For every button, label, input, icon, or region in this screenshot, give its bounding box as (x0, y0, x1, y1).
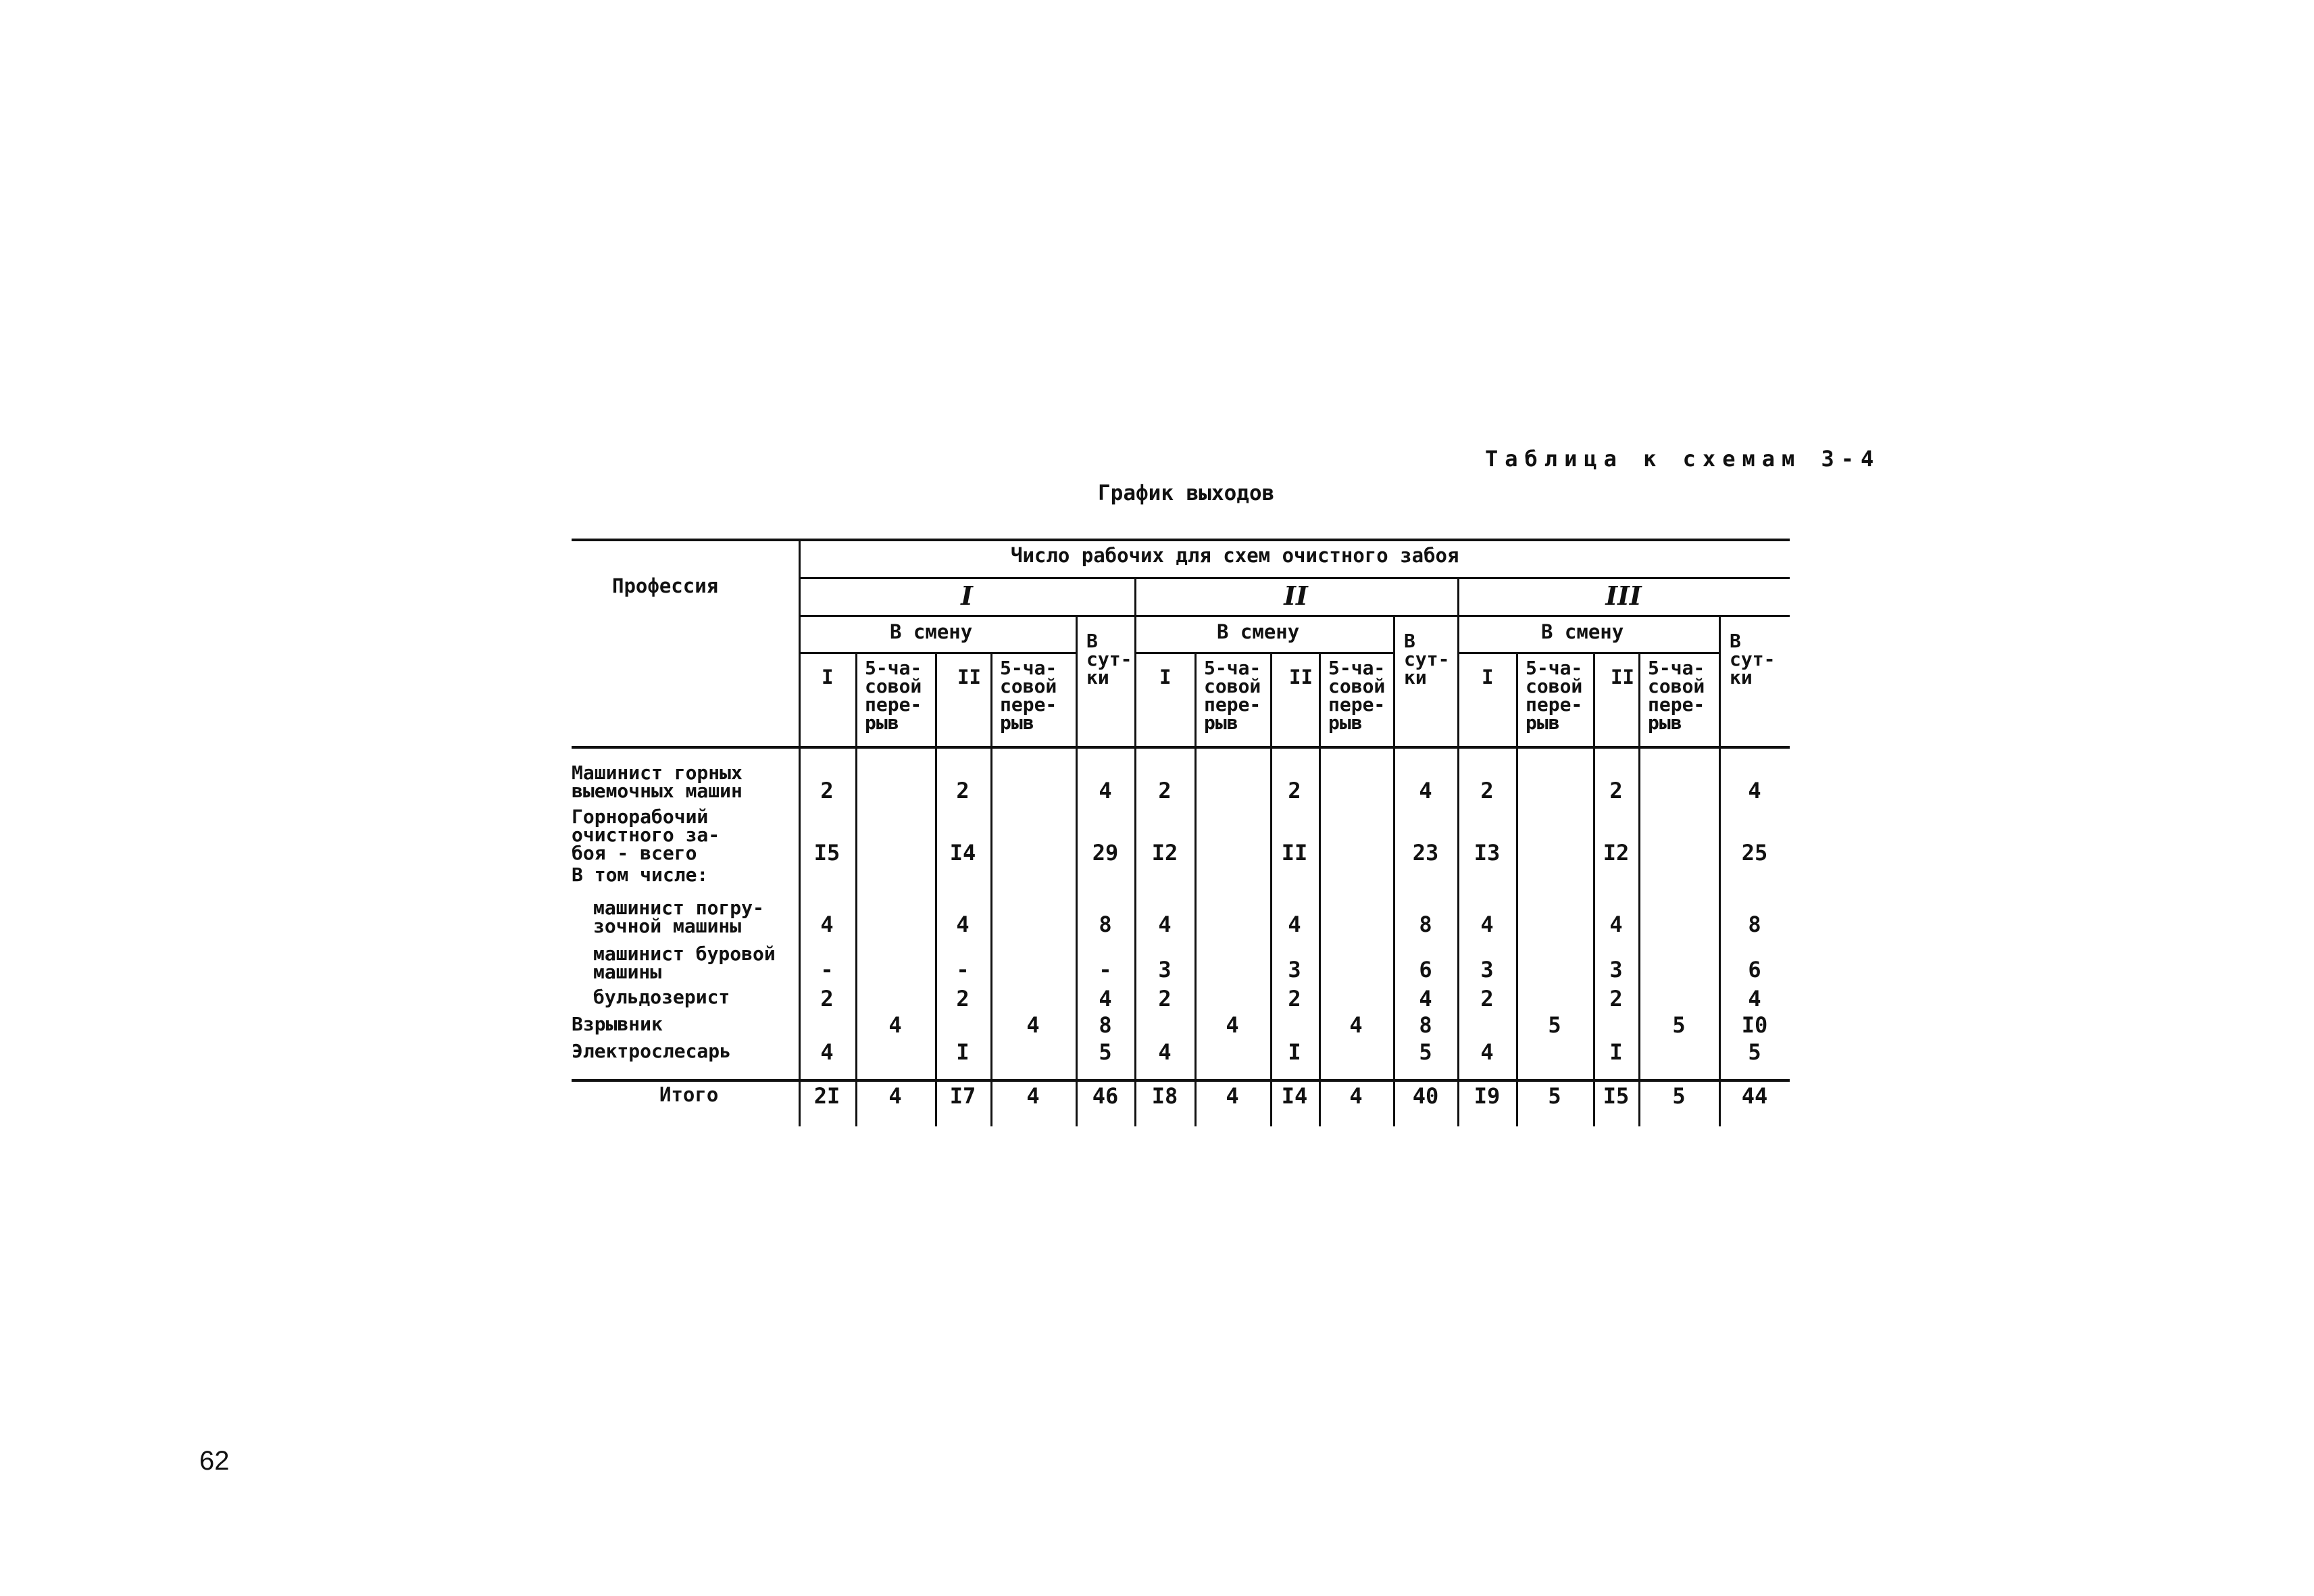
row-2-value-5: 29 (1092, 840, 1119, 866)
scheme-3: III (1605, 580, 1642, 611)
row-8-value-15: 5 (1748, 1039, 1761, 1065)
row-5-value-13: 3 (1609, 957, 1623, 982)
page-title: График выходов (1098, 481, 1275, 505)
sub-break-b-1: 5-ча- совой пере- рыв (1000, 657, 1057, 734)
rule-shift-2 (1134, 652, 1393, 654)
sub-shift1-3: I (1482, 666, 1494, 689)
rule-col-12 (1593, 652, 1595, 1126)
row-1-value-6: 2 (1158, 778, 1172, 803)
rule-schemes (799, 615, 1790, 617)
rule-profession (799, 539, 801, 1126)
row-name-6: бульдозерист (593, 986, 730, 1008)
sub-break-b-2: 5-ча- совой пере- рыв (1328, 657, 1386, 734)
row-7-value-10: 8 (1419, 1012, 1432, 1038)
sub-break-a-3: 5-ча- совой пере- рыв (1526, 657, 1583, 734)
row-6-value-8: 2 (1288, 986, 1301, 1012)
rule-col-11 (1516, 652, 1518, 1126)
row-2-value-11: I3 (1474, 840, 1501, 866)
sub-break-a-2: 5-ча- совой пере- рыв (1204, 657, 1261, 734)
row-5-value-6: 3 (1158, 957, 1172, 982)
row-5-value-15: 6 (1748, 957, 1761, 982)
row-4-value-6: 4 (1158, 912, 1172, 937)
row-2-value-13: I2 (1603, 840, 1630, 866)
day-label-2: В сут- ки (1404, 630, 1450, 689)
row-4-value-5: 8 (1099, 912, 1112, 937)
row-2-value-15: 25 (1741, 840, 1768, 866)
shift-label-1: В смену (890, 620, 973, 643)
total-value-11: I9 (1474, 1083, 1501, 1109)
total-value-6: I8 (1151, 1083, 1178, 1109)
row-1-value-1: 2 (820, 778, 834, 803)
table-total-rule (572, 1079, 1790, 1082)
page-number: 62 (199, 1446, 230, 1476)
row-6-value-5: 4 (1099, 986, 1112, 1012)
row-4-value-15: 8 (1748, 912, 1761, 937)
rule-col-3 (990, 652, 992, 1126)
row-5-value-11: 3 (1480, 957, 1494, 982)
rule-shift-1 (799, 652, 1076, 654)
row-1-value-8: 2 (1288, 778, 1301, 803)
sub-shift2-1: II (957, 666, 981, 689)
row-1-value-5: 4 (1099, 778, 1112, 803)
sub-shift2-2: II (1289, 666, 1313, 689)
sub-break-a-1: 5-ча- совой пере- рыв (865, 657, 922, 734)
row-8-value-13: I (1609, 1039, 1623, 1065)
row-7-value-12: 5 (1548, 1012, 1561, 1038)
rule-shift-3 (1457, 652, 1719, 654)
row-6-value-11: 2 (1480, 986, 1494, 1012)
row-5-value-5: - (1099, 957, 1112, 982)
row-1-value-13: 2 (1609, 778, 1623, 803)
row-name-1: Машинист горных выемочных машин (572, 762, 743, 802)
row-6-value-6: 2 (1158, 986, 1172, 1012)
rule-scheme-sep-2 (1457, 577, 1459, 1126)
row-name-2: Горнорабочий очистного за- боя - всего (572, 805, 720, 864)
scheme-2: II (1284, 580, 1308, 611)
rule-scheme-sep-1 (1134, 577, 1136, 1126)
day-label-3: В сут- ки (1730, 630, 1776, 689)
table-header-bottom-rule (572, 746, 1790, 749)
row-8-value-1: 4 (820, 1039, 834, 1065)
row-1-value-11: 2 (1480, 778, 1494, 803)
row-4-value-13: 4 (1609, 912, 1623, 937)
row-5-value-3: - (956, 957, 970, 982)
group-title: Число рабочих для схем очистного забоя (1011, 544, 1459, 567)
row-5-value-1: - (820, 957, 834, 982)
total-value-8: I4 (1281, 1083, 1308, 1109)
row-4-value-11: 4 (1480, 912, 1494, 937)
row-8-value-11: 4 (1480, 1039, 1494, 1065)
row-1-value-15: 4 (1748, 778, 1761, 803)
day-label-1: В сут- ки (1086, 630, 1132, 689)
rule-day-3 (1719, 615, 1721, 1126)
row-6-value-1: 2 (820, 986, 834, 1012)
row-7-value-9: 4 (1349, 1012, 1363, 1038)
shift-label-2: В смену (1217, 620, 1300, 643)
total-value-10: 40 (1412, 1083, 1439, 1109)
row-2-value-8: II (1281, 840, 1308, 866)
sub-shift1-1: I (822, 666, 834, 689)
row-8-value-8: I (1288, 1039, 1301, 1065)
rule-col-2 (935, 652, 937, 1126)
shift-label-3: В смену (1541, 620, 1624, 643)
row-8-value-5: 5 (1099, 1039, 1112, 1065)
rule-day-1 (1076, 615, 1078, 1126)
row-7-value-2: 4 (888, 1012, 902, 1038)
row-8-value-6: 4 (1158, 1039, 1172, 1065)
rule-col-7 (1270, 652, 1272, 1126)
row-6-value-15: 4 (1748, 986, 1761, 1012)
row-4-value-8: 4 (1288, 912, 1301, 937)
rule-day-2 (1393, 615, 1395, 1126)
row-4-value-3: 4 (956, 912, 970, 937)
total-value-14: 5 (1672, 1083, 1686, 1109)
row-8-value-10: 5 (1419, 1039, 1432, 1065)
rule-col-8 (1319, 652, 1321, 1126)
row-4-value-1: 4 (820, 912, 834, 937)
sub-shift1-2: I (1159, 666, 1172, 689)
total-value-15: 44 (1741, 1083, 1768, 1109)
table-label: Таблица к схемам 3-4 (1485, 446, 1881, 472)
row-7-value-7: 4 (1226, 1012, 1239, 1038)
row-name-7: Взрывник (572, 1013, 663, 1035)
row-4-value-10: 8 (1419, 912, 1432, 937)
table-top-rule (572, 539, 1790, 541)
row-5-value-8: 3 (1288, 957, 1301, 982)
row-name-8: Электрослесарь (572, 1040, 732, 1062)
rule-group (799, 577, 1790, 579)
total-value-3: I7 (949, 1083, 976, 1109)
row-7-value-5: 8 (1099, 1012, 1112, 1038)
total-value-7: 4 (1226, 1083, 1239, 1109)
row-name-3: В том числе: (572, 864, 709, 886)
total-value-12: 5 (1548, 1083, 1561, 1109)
rule-col-13 (1638, 652, 1640, 1126)
row-2-value-6: I2 (1151, 840, 1178, 866)
sub-shift2-3: II (1611, 666, 1634, 689)
total-value-4: 4 (1026, 1083, 1040, 1109)
row-6-value-3: 2 (956, 986, 970, 1012)
row-8-value-3: I (956, 1039, 970, 1065)
row-1-value-3: 2 (956, 778, 970, 803)
row-5-value-10: 6 (1419, 957, 1432, 982)
row-7-value-15: I0 (1741, 1012, 1768, 1038)
row-1-value-10: 4 (1419, 778, 1432, 803)
row-6-value-10: 4 (1419, 986, 1432, 1012)
row-2-value-3: I4 (949, 840, 976, 866)
row-7-value-4: 4 (1026, 1012, 1040, 1038)
row-6-value-13: 2 (1609, 986, 1623, 1012)
total-label: Итого (659, 1083, 719, 1106)
row-name-4: машинист погру- зочной машины (593, 897, 764, 937)
total-value-5: 46 (1092, 1083, 1119, 1109)
total-value-1: 2I (813, 1083, 840, 1109)
total-value-13: I5 (1603, 1083, 1630, 1109)
corner-header: Профессия (612, 574, 719, 597)
row-2-value-10: 23 (1412, 840, 1439, 866)
total-value-2: 4 (888, 1083, 902, 1109)
rule-col-6 (1194, 652, 1197, 1126)
scheme-1: I (961, 580, 973, 611)
schedule-table (572, 539, 1790, 1126)
sub-break-b-3: 5-ча- совой пере- рыв (1648, 657, 1705, 734)
row-7-value-14: 5 (1672, 1012, 1686, 1038)
row-name-5: машинист буровой машины (593, 943, 776, 983)
row-2-value-1: I5 (813, 840, 840, 866)
total-value-9: 4 (1349, 1083, 1363, 1109)
rule-col-1 (855, 652, 857, 1126)
